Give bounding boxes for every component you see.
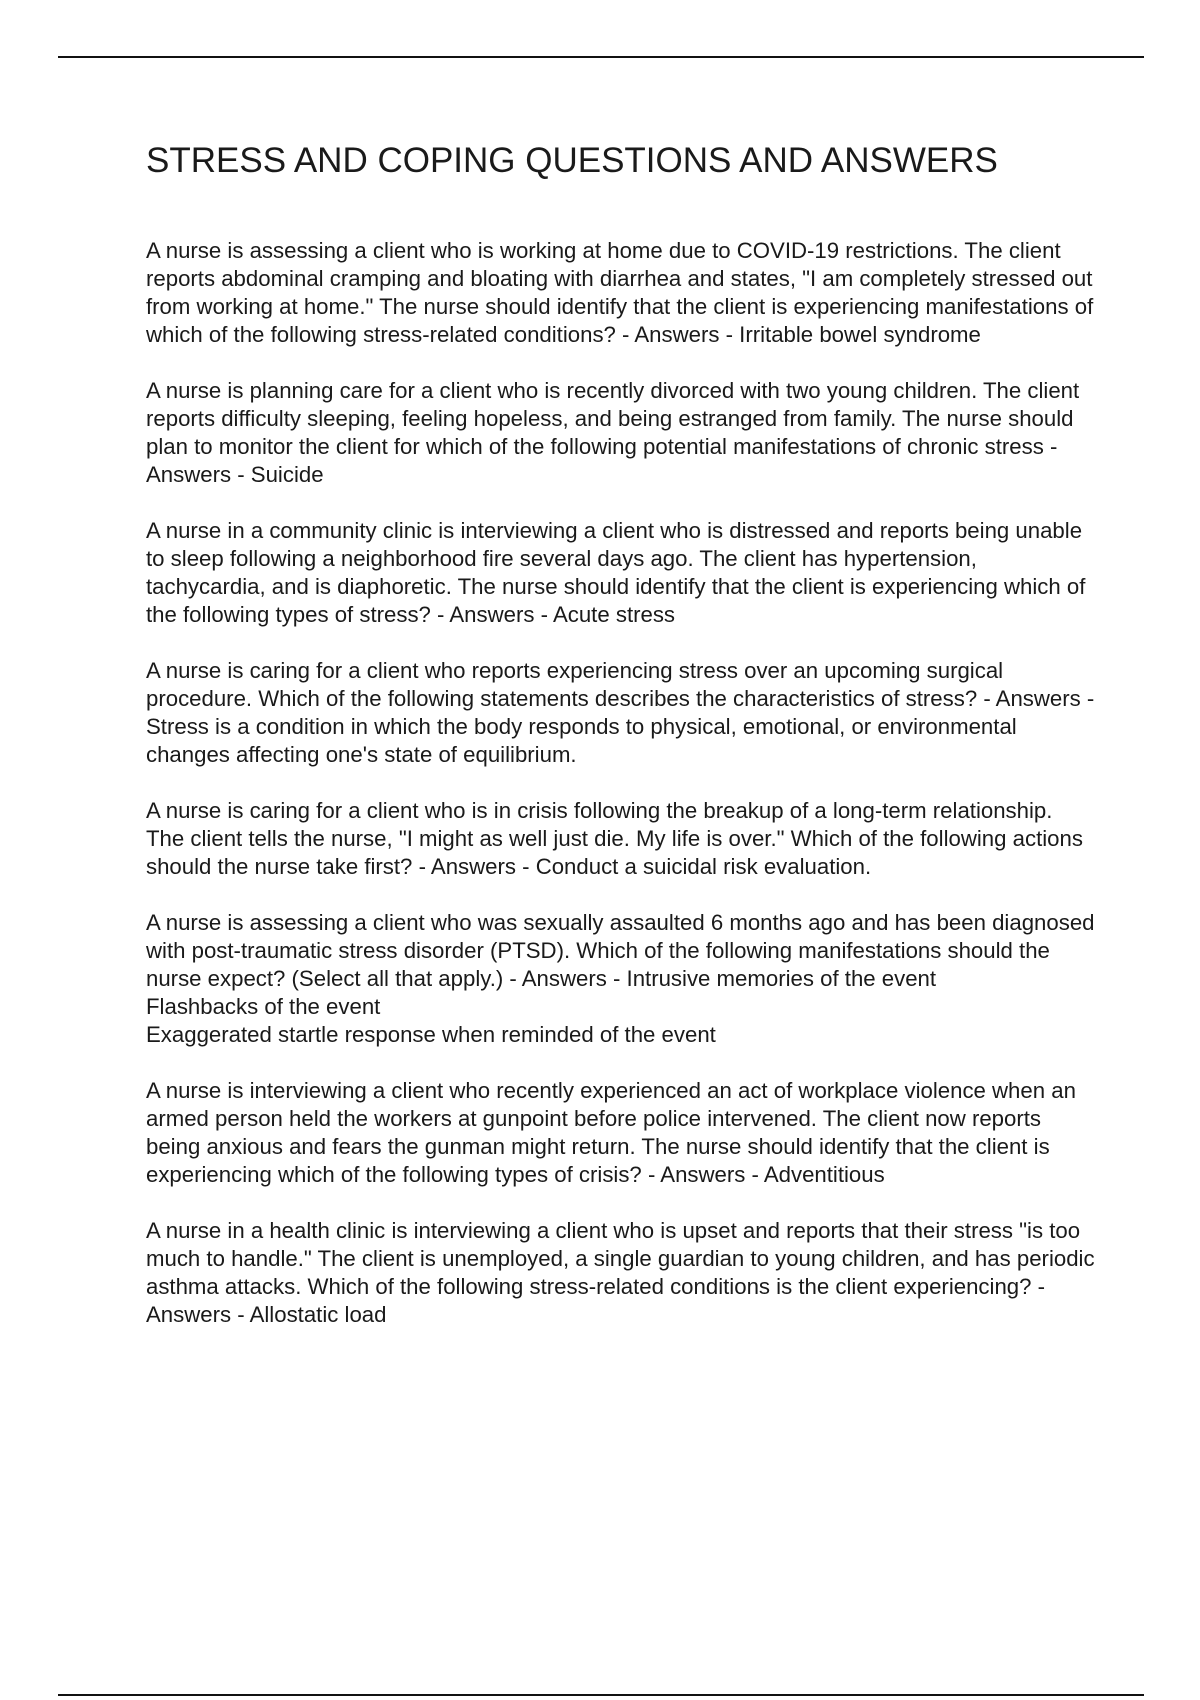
qa-text: A nurse is assessing a client who is working at home due to COVID-19 restrictions. The client reports abdominal cramping and bloating with diarrhea and states, "I am completely stressed out from working at home." The nurse should identify that the client is experiencing manifestations of which of the following stress-related conditions? - Answers - Irritable bowel syndrome — [146, 238, 1094, 347]
bottom-divider — [58, 1694, 1144, 1696]
qa-text: A nurse is planning care for a client who is recently divorced with two young children. The client reports difficulty sleeping, feeling hopeless, and being estranged from family. The nurse should plan to monitor the client for which of the following potential manifestations of chronic stress - Answers - Suicide — [146, 378, 1080, 487]
qa-text: A nurse is caring for a client who is in crisis following the breakup of a long-term relationship. The client tells the nurse, "I might as well just die. My life is over." Which of the following actions should the nurse take first? - Answers - Conduct a suicidal risk evaluation. — [146, 798, 1083, 879]
qa-list — [146, 237, 1096, 1329]
qa-item-2 — [146, 377, 1096, 489]
qa-item-3 — [146, 517, 1096, 629]
qa-text: A nurse is assessing a client who was sexually assaulted 6 months ago and has been diagnosed with post-traumatic stress disorder (PTSD). Which of the following manifestations should the nurse expect? (Select all that apply.) - Answers - Intrusive memories of the event — [146, 910, 1095, 991]
qa-item-1 — [146, 237, 1096, 349]
qa-item-6 — [146, 909, 1096, 1049]
qa-answer-line: Flashbacks of the event — [146, 994, 381, 1019]
qa-text: A nurse is caring for a client who reports experiencing stress over an upcoming surgical procedure. Which of the following statements describes the characteristics of stress? - Answers - Stress is a condition in which the body responds to physical, emotional, or environmental changes affecting one's state of equilibrium. — [146, 658, 1095, 767]
qa-item-4 — [146, 657, 1096, 769]
qa-answer-line: Exaggerated startle response when reminded of the event — [146, 1022, 716, 1047]
qa-item-7 — [146, 1077, 1096, 1189]
qa-item-5 — [146, 797, 1096, 881]
qa-text: A nurse in a community clinic is interviewing a client who is distressed and reports being unable to sleep following a neighborhood fire several days ago. The client has hypertension, tachycardia, and is diaphoretic. The nurse should identify that the client is experiencing which of the following types of stress? - Answers - Acute stress — [146, 518, 1086, 627]
qa-text: A nurse is interviewing a client who recently experienced an act of workplace violence when an armed person held the workers at gunpoint before police intervened. The client now reports being anxious and fears the gunman might return. The nurse should identify that the client is experiencing which of the following types of crisis? - Answers - Adventitious — [146, 1078, 1076, 1187]
document-title: STRESS AND COPING QUESTIONS AND ANSWERS — [146, 141, 998, 180]
qa-text: A nurse in a health clinic is interviewing a client who is upset and reports that their stress "is too much to handle." The client is unemployed, a single guardian to young children, and has periodic asthma attacks. Which of the following stress-related conditions is the client experiencing? - Answers - Allostatic load — [146, 1218, 1095, 1327]
qa-item-8 — [146, 1217, 1096, 1329]
document-body — [146, 140, 1096, 1357]
top-divider — [58, 56, 1144, 58]
